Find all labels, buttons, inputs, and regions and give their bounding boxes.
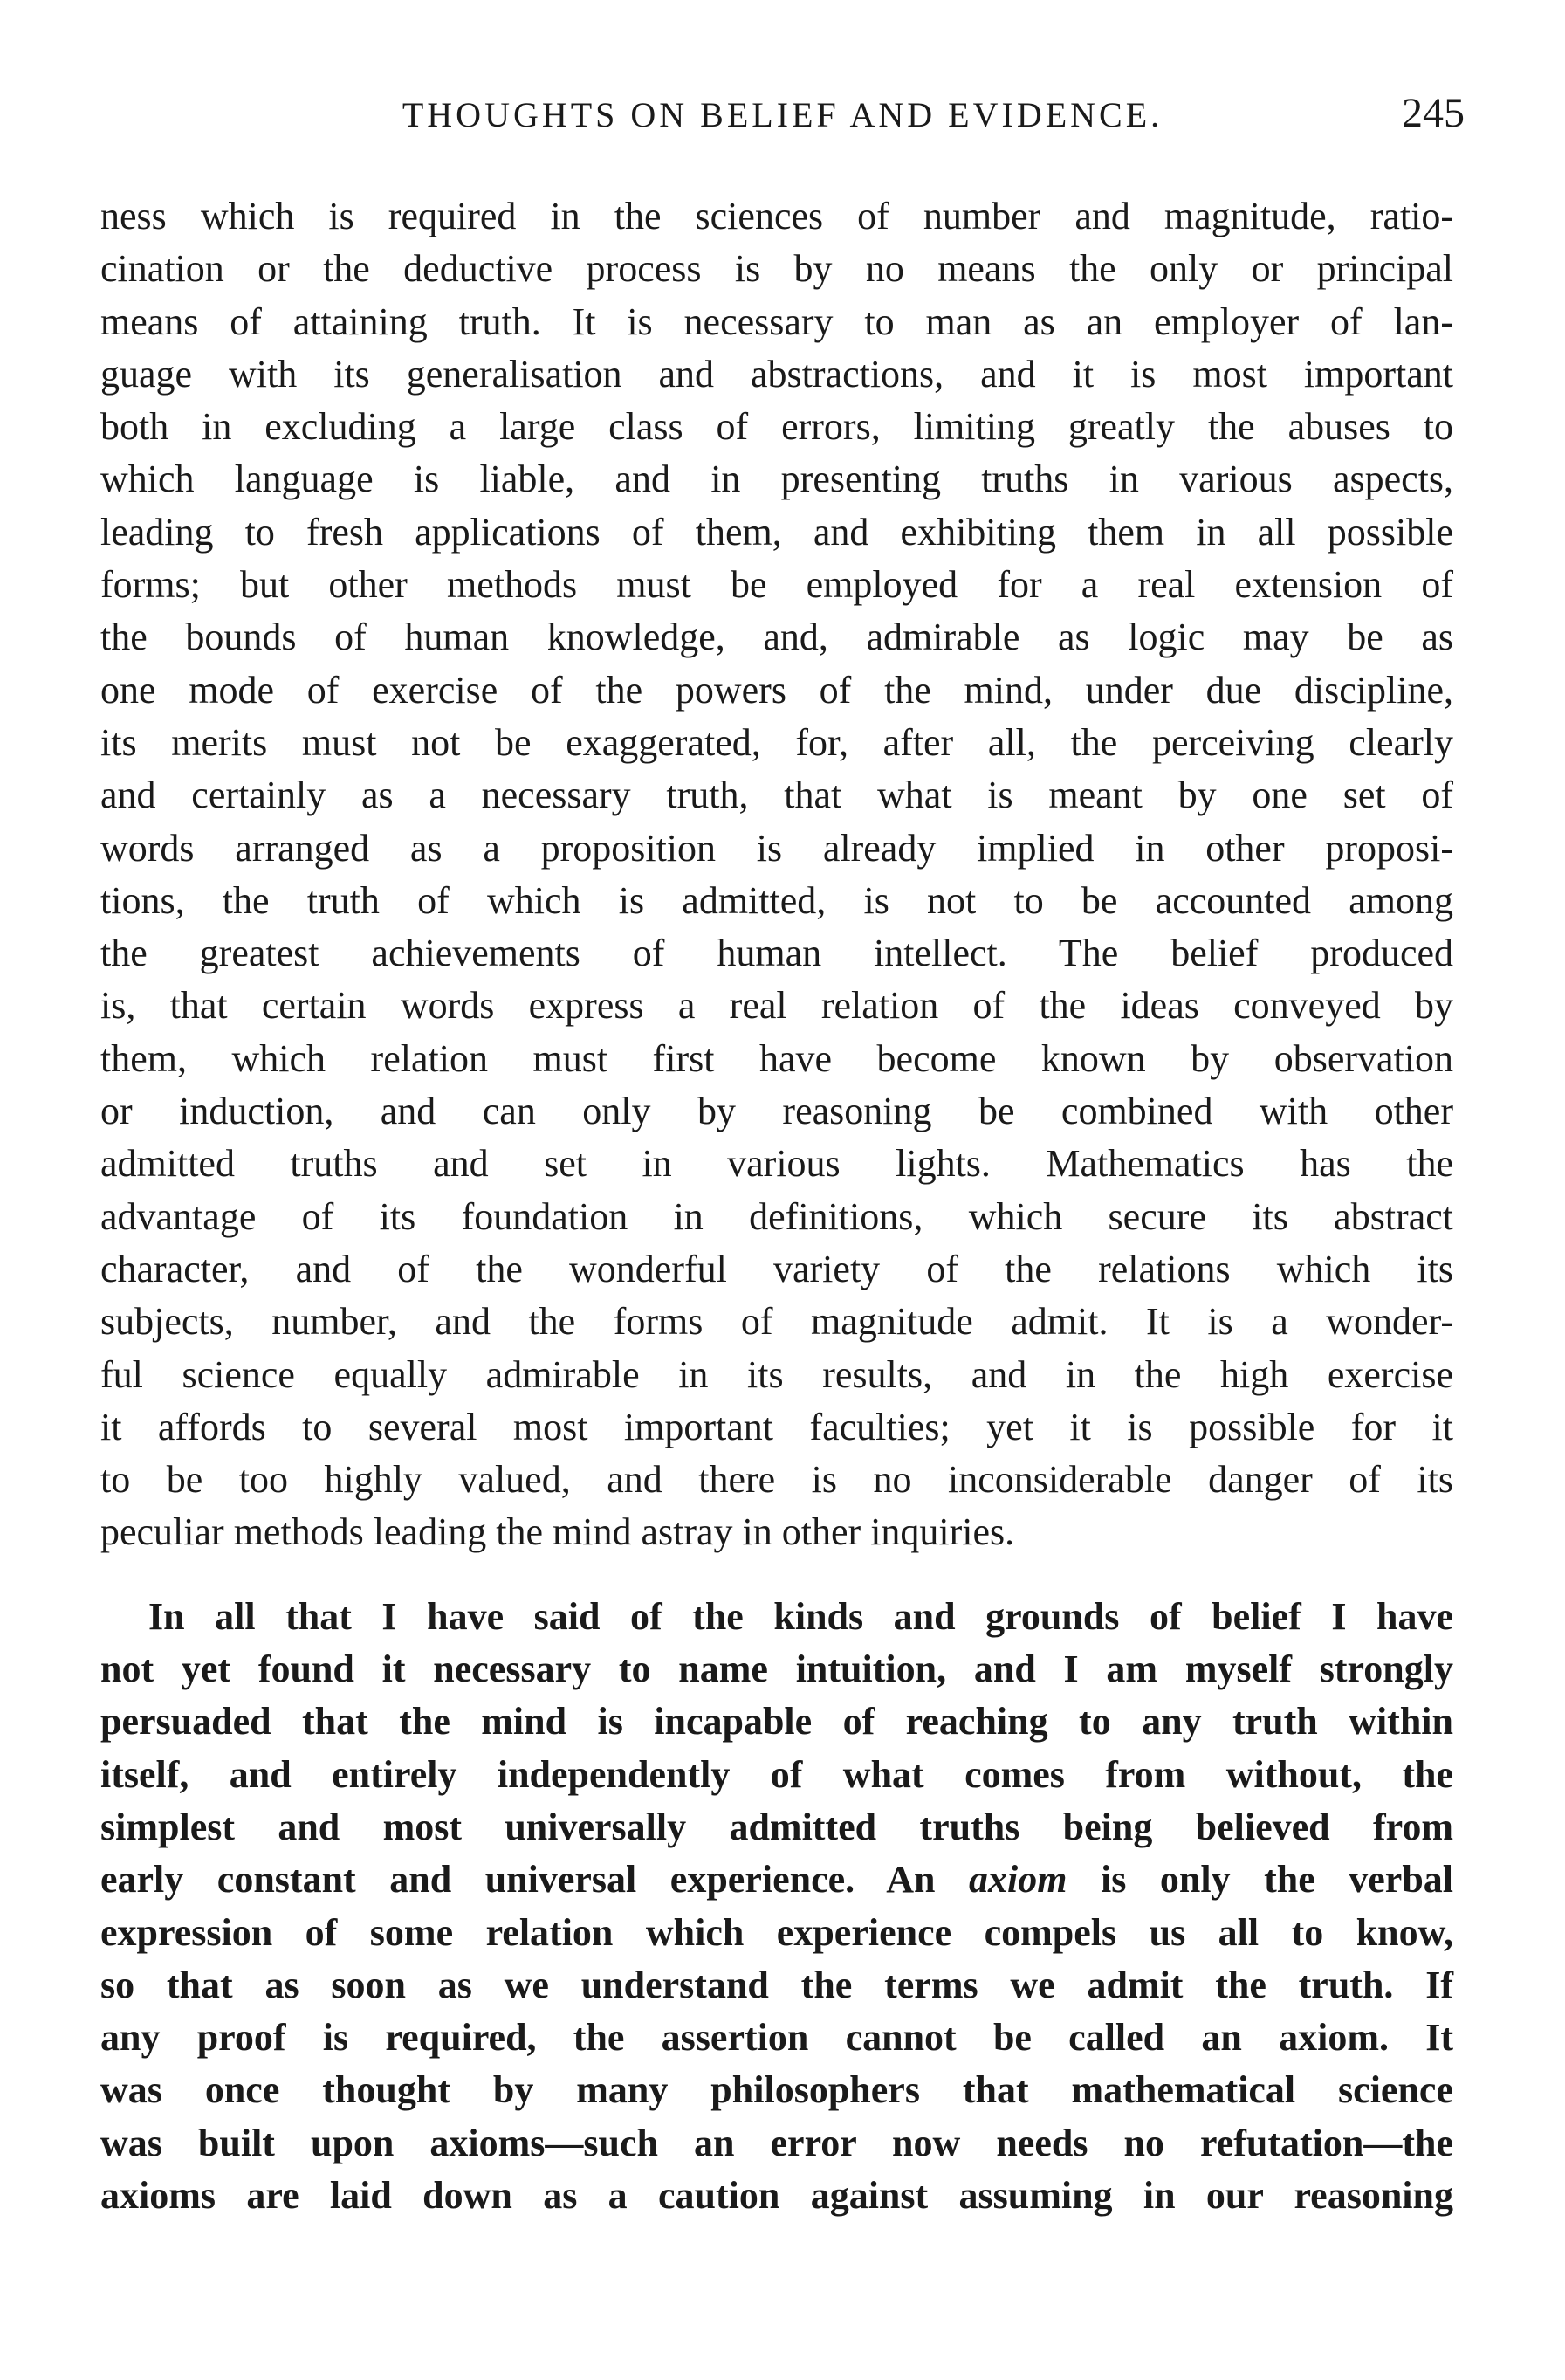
text-line: it affords to several most important faculties; yet it is possible for it <box>100 1405 1453 1448</box>
text-line: was built upon axioms—such an error now needs no refutation—the <box>100 2121 1453 2164</box>
text-line: subjects, number, and the forms of magnitude admit. It is a wonder- <box>100 1300 1453 1344</box>
text-line: In all that I have said of the kinds and grounds of belief I have <box>148 1594 1453 1638</box>
text-line: and certainly as a necessary truth, that what is meant by one set of <box>100 774 1453 817</box>
text-line: both in excluding a large class of errors, limiting greatly the abuses to <box>100 405 1453 449</box>
text-line: one mode of exercise of the powers of the mind, under due discipline, <box>100 668 1453 712</box>
text-line: which language is liable, and in presenting truths in various aspects, <box>100 457 1453 501</box>
text-line: its merits must not be exaggerated, for, after all, the perceiving clearly <box>100 720 1453 764</box>
text-line: expression of some relation which experience compels us all to know, <box>100 1910 1453 1954</box>
text-line-with-italic <box>100 1854 1453 1906</box>
text-line: any proof is required, the assertion cannot be called an axiom. It <box>100 2016 1453 2060</box>
text-line: forms; but other methods must be employed for a real extension of <box>100 563 1453 607</box>
text-line: peculiar methods leading the mind astray in other inquiries. <box>100 1510 1015 1554</box>
text-line: advantage of its foundation in definitions, which secure its abstract <box>100 1194 1453 1238</box>
text-line: guage with its generalisation and abstractions, and it is most important <box>100 352 1453 396</box>
paragraph-1 <box>100 190 1453 1559</box>
text-line: itself, and entirely independently of what comes from without, the <box>100 1752 1453 1796</box>
body-text <box>100 190 1453 2222</box>
text-line: the greatest achievements of human intellect. The belief produced <box>100 932 1453 975</box>
text-line: the bounds of human knowledge, and, admirable as logic may be as <box>100 616 1453 659</box>
text-line: or induction, and can only by reasoning be combined with other <box>100 1090 1453 1133</box>
text-line: ness which is required in the sciences of number and magnitude, ratio- <box>100 195 1453 237</box>
paragraph-2 <box>100 1591 1453 2223</box>
text-line: words arranged as a proposition is already implied in other proposi- <box>100 826 1453 870</box>
text-line: means of attaining truth. It is necessary to man as an employer of lan- <box>100 299 1453 343</box>
text-line: leading to fresh applications of them, and exhibiting them in all possible <box>100 510 1453 554</box>
text-segment: is only the verbal <box>1101 1858 1454 1902</box>
text-line: persuaded that the mind is incapable of reaching to any truth within <box>100 1700 1453 1744</box>
text-line: ful science equally admirable in its results, and in the high exercise <box>100 1352 1453 1396</box>
text-line: axioms are laid down as a caution against assuming in our reasoning <box>100 2173 1453 2217</box>
text-line: character, and of the wonderful variety of the relations which its <box>100 1247 1453 1290</box>
text-segment: early constant and universal experience. An <box>100 1858 936 1902</box>
text-line: to be too highly valued, and there is no inconsiderable danger of its <box>100 1458 1453 1502</box>
text-line: not yet found it necessary to name intuition, and I am myself strongly <box>100 1647 1453 1691</box>
text-line: is, that certain words express a real relation of the ideas conveyed by <box>100 984 1453 1028</box>
text-line: them, which relation must first have become known by observation <box>100 1036 1453 1080</box>
text-line: cination or the deductive process is by no means the only or principal <box>100 247 1453 291</box>
text-line: simplest and most universally admitted truths being believed from <box>100 1805 1453 1848</box>
text-line: admitted truths and set in various lights. Mathematics has the <box>100 1142 1453 1186</box>
italic-term: axiom <box>969 1858 1067 1902</box>
running-head: THOUGHTS ON BELIEF AND EVIDENCE. <box>402 95 1163 134</box>
text-line: tions, the truth of which is admitted, is not to be accounted among <box>100 878 1453 922</box>
text-line: so that as soon as we understand the terms we admit the truth. If <box>100 1963 1453 2006</box>
page-number: 245 <box>1402 90 1465 136</box>
page-header <box>100 90 1465 147</box>
text-line: was once thought by many philosophers that mathematical science <box>100 2068 1453 2112</box>
